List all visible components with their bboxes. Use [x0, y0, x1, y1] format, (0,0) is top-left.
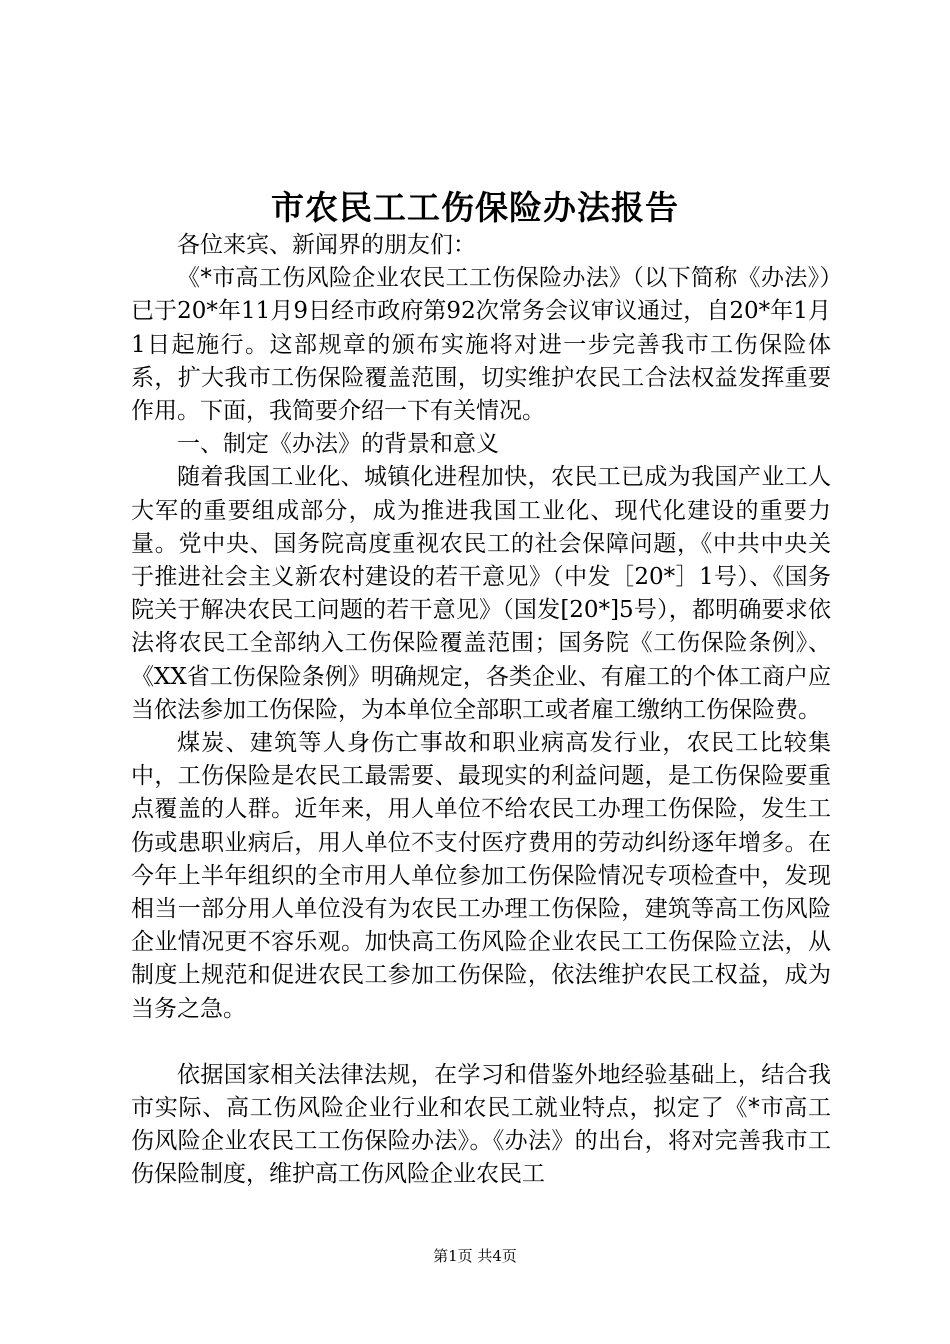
page-footer: 第1页 共4页 — [433, 1247, 517, 1265]
basis-paragraph: 依据国家相关法律法规，在学习和借鉴外地经验基础上，结合我市实际、高工伤风险企业行业和农民工就业特点，拟定了《*市高工伤风险企业农民工工伤保险办法》。《办法》的出台，将对完善我市工伤保险制度，维护高工伤风险企业农民工 — [131, 1061, 831, 1188]
section-heading: 一、制定《办法》的背景和意义 — [177, 431, 499, 458]
document-body — [131, 229, 831, 1192]
industry-paragraph: 煤炭、建筑等人身伤亡事故和职业病高发行业，农民工比较集中，工伤保险是农民工最需要、最现实的利益问题，是工伤保险要重点覆盖的人群。近年来，用人单位不给农民工办理工伤保险，发生工伤或患职业病后，用人单位不支付医疗费用的劳动纠纷逐年增多。在今年上半年组织的全市用人单位参加工伤保险情况专项检查中，发现相当一部分用人单位没有为农民工办理工伤保险，建筑等高工伤风险企业情况更不容乐观。加快高工伤风险企业农民工工伤保险立法，从制度上规范和促进农民工参加工伤保险，依法维护农民工权益，成为当务之急。 — [131, 730, 831, 1022]
page-title: 市农民工工伤保险办法报告 — [271, 188, 679, 227]
salutation-paragraph: 各位来宾、新闻界的朋友们： — [177, 232, 476, 258]
intro-paragraph: 《*市高工伤风险企业农民工工伤保险办法》（以下简称《办法》）已于20*年11月9日经市政府第92次常务会议审议通过，自20*年1月1日起施行。这部规章的颁布实施将对进一步完善我市工伤保险体系，扩大我市工伤保险覆盖范围，切实维护农民工合法权益发挥重要作用。下面，我简要介绍一下有关情况。 — [131, 265, 831, 425]
background-paragraph: 随着我国工业化、城镇化进程加快，农民工已成为我国产业工人大军的重要组成部分，成为推进我国工业化、现代化建设的重要力量。党中央、国务院高度重视农民工的社会保障问题，《中共中央关于推进社会主义新农村建设的若干意见》（中发［20*］1号）、《国务院关于解决农民工问题的若干意见》（国发[20*]5号），都明确要求依法将农民工全部纳入工伤保险覆盖范围；国务院《工伤保险条例》、《XX省工伤保险条例》明确规定，各类企业、有雇工的个体工商户应当依法参加工伤保险，为本单位全部职工或者雇工缴纳工伤保险费。 — [131, 464, 831, 723]
